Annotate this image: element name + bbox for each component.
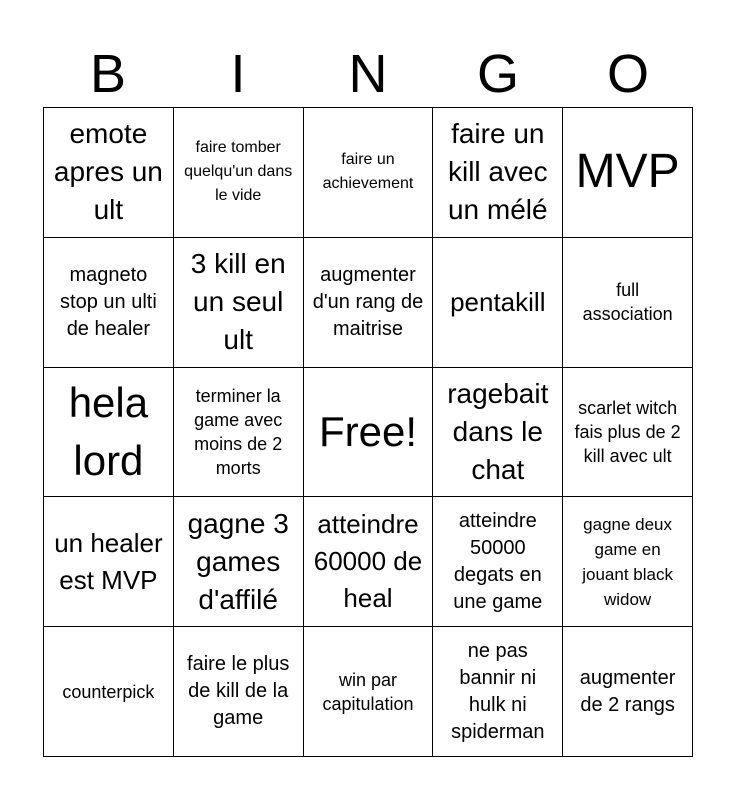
bingo-cell[interactable]: atteindre 60000 de heal bbox=[304, 497, 434, 627]
bingo-cell[interactable]: augmenter d'un rang de maitrise bbox=[304, 238, 434, 368]
bingo-cell[interactable]: counterpick bbox=[44, 627, 174, 757]
bingo-cell[interactable]: ne pas bannir ni hulk ni spiderman bbox=[433, 627, 563, 757]
bingo-cell[interactable]: faire un kill avec un mélé bbox=[433, 108, 563, 238]
header-letter-o: O bbox=[606, 44, 649, 104]
bingo-cell[interactable]: terminer la game avec moins de 2 morts bbox=[174, 368, 304, 498]
bingo-cell[interactable]: MVP bbox=[563, 108, 693, 238]
bingo-cell[interactable]: hela lord bbox=[44, 368, 174, 498]
bingo-cell[interactable]: un healer est MVP bbox=[44, 497, 174, 627]
bingo-cell[interactable]: gagne 3 games d'affilé bbox=[174, 497, 304, 627]
bingo-board bbox=[43, 107, 693, 757]
bingo-cell[interactable]: win par capitulation bbox=[304, 627, 434, 757]
bingo-cell[interactable]: gagne deux game en jouant black widow bbox=[563, 497, 693, 627]
bingo-cell[interactable]: augmenter de 2 rangs bbox=[563, 627, 693, 757]
bingo-cell[interactable]: ragebait dans le chat bbox=[433, 368, 563, 498]
bingo-header bbox=[43, 44, 693, 104]
bingo-cell[interactable]: faire le plus de kill de la game bbox=[174, 627, 304, 757]
bingo-cell[interactable]: atteindre 50000 degats en une game bbox=[433, 497, 563, 627]
header-letter-g: G bbox=[476, 44, 519, 104]
header-letter-b: B bbox=[89, 44, 127, 104]
header-letter-i: I bbox=[230, 44, 246, 104]
bingo-cell[interactable]: full association bbox=[563, 238, 693, 368]
free-space-cell[interactable]: Free! bbox=[304, 368, 434, 498]
bingo-cell[interactable]: 3 kill en un seul ult bbox=[174, 238, 304, 368]
bingo-cell[interactable]: magneto stop un ulti de healer bbox=[44, 238, 174, 368]
bingo-cell[interactable]: faire tomber quelqu'un dans le vide bbox=[174, 108, 304, 238]
bingo-cell[interactable]: scarlet witch fais plus de 2 kill avec ult bbox=[563, 368, 693, 498]
bingo-cell[interactable]: emote apres un ult bbox=[44, 108, 174, 238]
bingo-cell[interactable]: faire un achievement bbox=[304, 108, 434, 238]
header-letter-n: N bbox=[348, 44, 388, 104]
bingo-cell[interactable]: pentakill bbox=[433, 238, 563, 368]
